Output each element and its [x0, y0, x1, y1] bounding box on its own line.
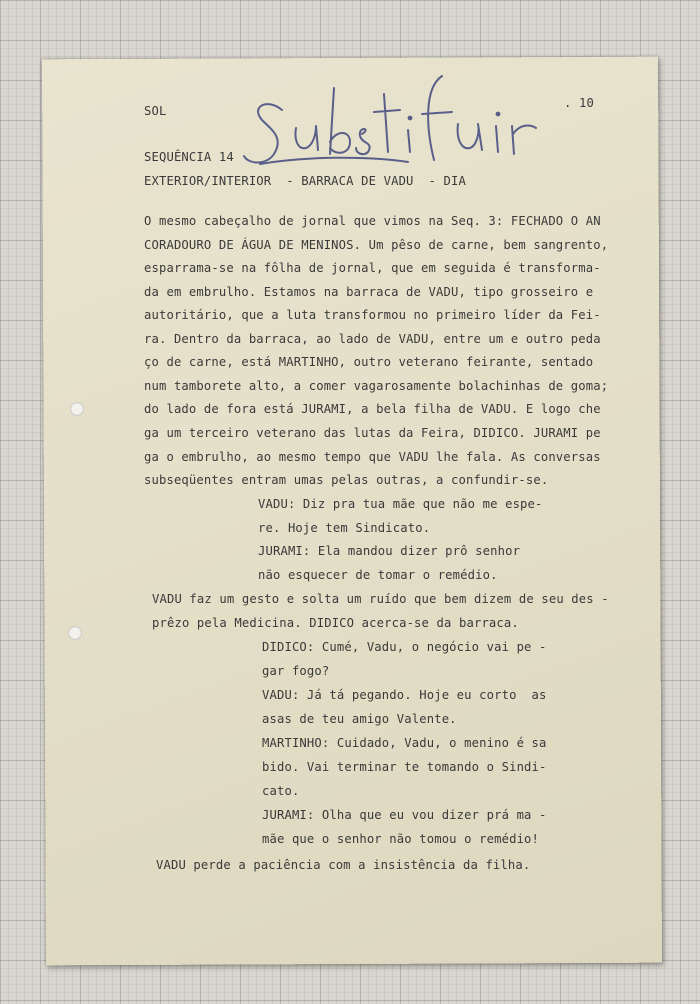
typewritten-page [42, 57, 662, 966]
action-line: subseqüentes entram umas pelas outras, a confundir-se. [144, 473, 549, 487]
action-line: VADU perde a paciência com a insistência da filha. [156, 858, 531, 872]
action-line: num tamborete alto, a comer vagarosamente bolachinhas de goma; [144, 379, 609, 393]
dialogue-line: VADU: Diz pra tua mãe que não me espe- [258, 497, 543, 511]
scene-heading: SEQUÊNCIA 14 [144, 150, 234, 164]
action-line: ço de carne, está MARTINHO, outro veterano feirante, sentado [144, 355, 594, 369]
action-line: ga um terceiro veterano das lutas da Feira, DIDICO. JURAMI pe [144, 426, 601, 440]
action-line: autoritário, que a luta transformou no primeiro líder da Fei- [144, 308, 601, 322]
punch-hole-top [70, 402, 84, 416]
handwritten-note [238, 68, 558, 178]
dialogue-line: não esquecer de tomar o remédio. [258, 568, 498, 582]
action-line: VADU faz um gesto e solta um ruído que bem dizem de seu des - [152, 592, 609, 606]
action-line: esparrama-se na fôlha de jornal, que em seguida é transforma- [144, 261, 601, 275]
dialogue-line: JURAMI: Olha que eu vou dizer prá ma - [262, 808, 547, 822]
dialogue-line: mãe que o senhor não tomou o remédio! [262, 832, 540, 846]
page-number: . 10 [564, 96, 594, 110]
action-line: prêzo pela Medicina. DIDICO acerca-se da barraca. [152, 616, 519, 630]
action-line: ga o embrulho, ao mesmo tempo que VADU lhe fala. As conversas [144, 450, 601, 464]
dialogue-line: bido. Vai terminar te tomando o Sindi- [262, 760, 547, 774]
dialogue-line: JURAMI: Ela mandou dizer prô senhor [258, 544, 521, 558]
dialogue-line: cato. [262, 784, 300, 798]
handwritten-note-text: Substituir [238, 68, 245, 69]
dialogue-line: DIDICO: Cumé, Vadu, o negócio vai pe - [262, 640, 547, 654]
dialogue-line: VADU: Já tá pegando. Hoje eu corto as [262, 688, 547, 702]
dialogue-line: MARTINHO: Cuidado, Vadu, o menino é sa [262, 736, 547, 750]
dialogue-line: asas de teu amigo Valente. [262, 712, 457, 726]
action-line: O mesmo cabeçalho de jornal que vimos na Seq. 3: FECHADO O AN [144, 214, 601, 228]
dialogue-line: gar fogo? [262, 664, 330, 678]
action-line: ra. Dentro da barraca, ao lado de VADU, entre um e outro peda [144, 332, 601, 346]
action-line: do lado de fora está JURAMI, a bela filha de VADU. E logo che [144, 402, 601, 416]
dialogue-line: re. Hoje tem Sindicato. [258, 521, 431, 535]
punch-hole-bottom [68, 626, 82, 640]
scene-location: EXTERIOR/INTERIOR - BARRACA DE VADU - DIA [144, 174, 466, 188]
action-line: CORADOURO DE ÁGUA DE MENINOS. Um pêso de carne, bem sangrento, [144, 238, 609, 252]
action-line: da em embrulho. Estamos na barraca de VADU, tipo grosseiro e [144, 285, 594, 299]
header-left: SOL [144, 104, 167, 118]
